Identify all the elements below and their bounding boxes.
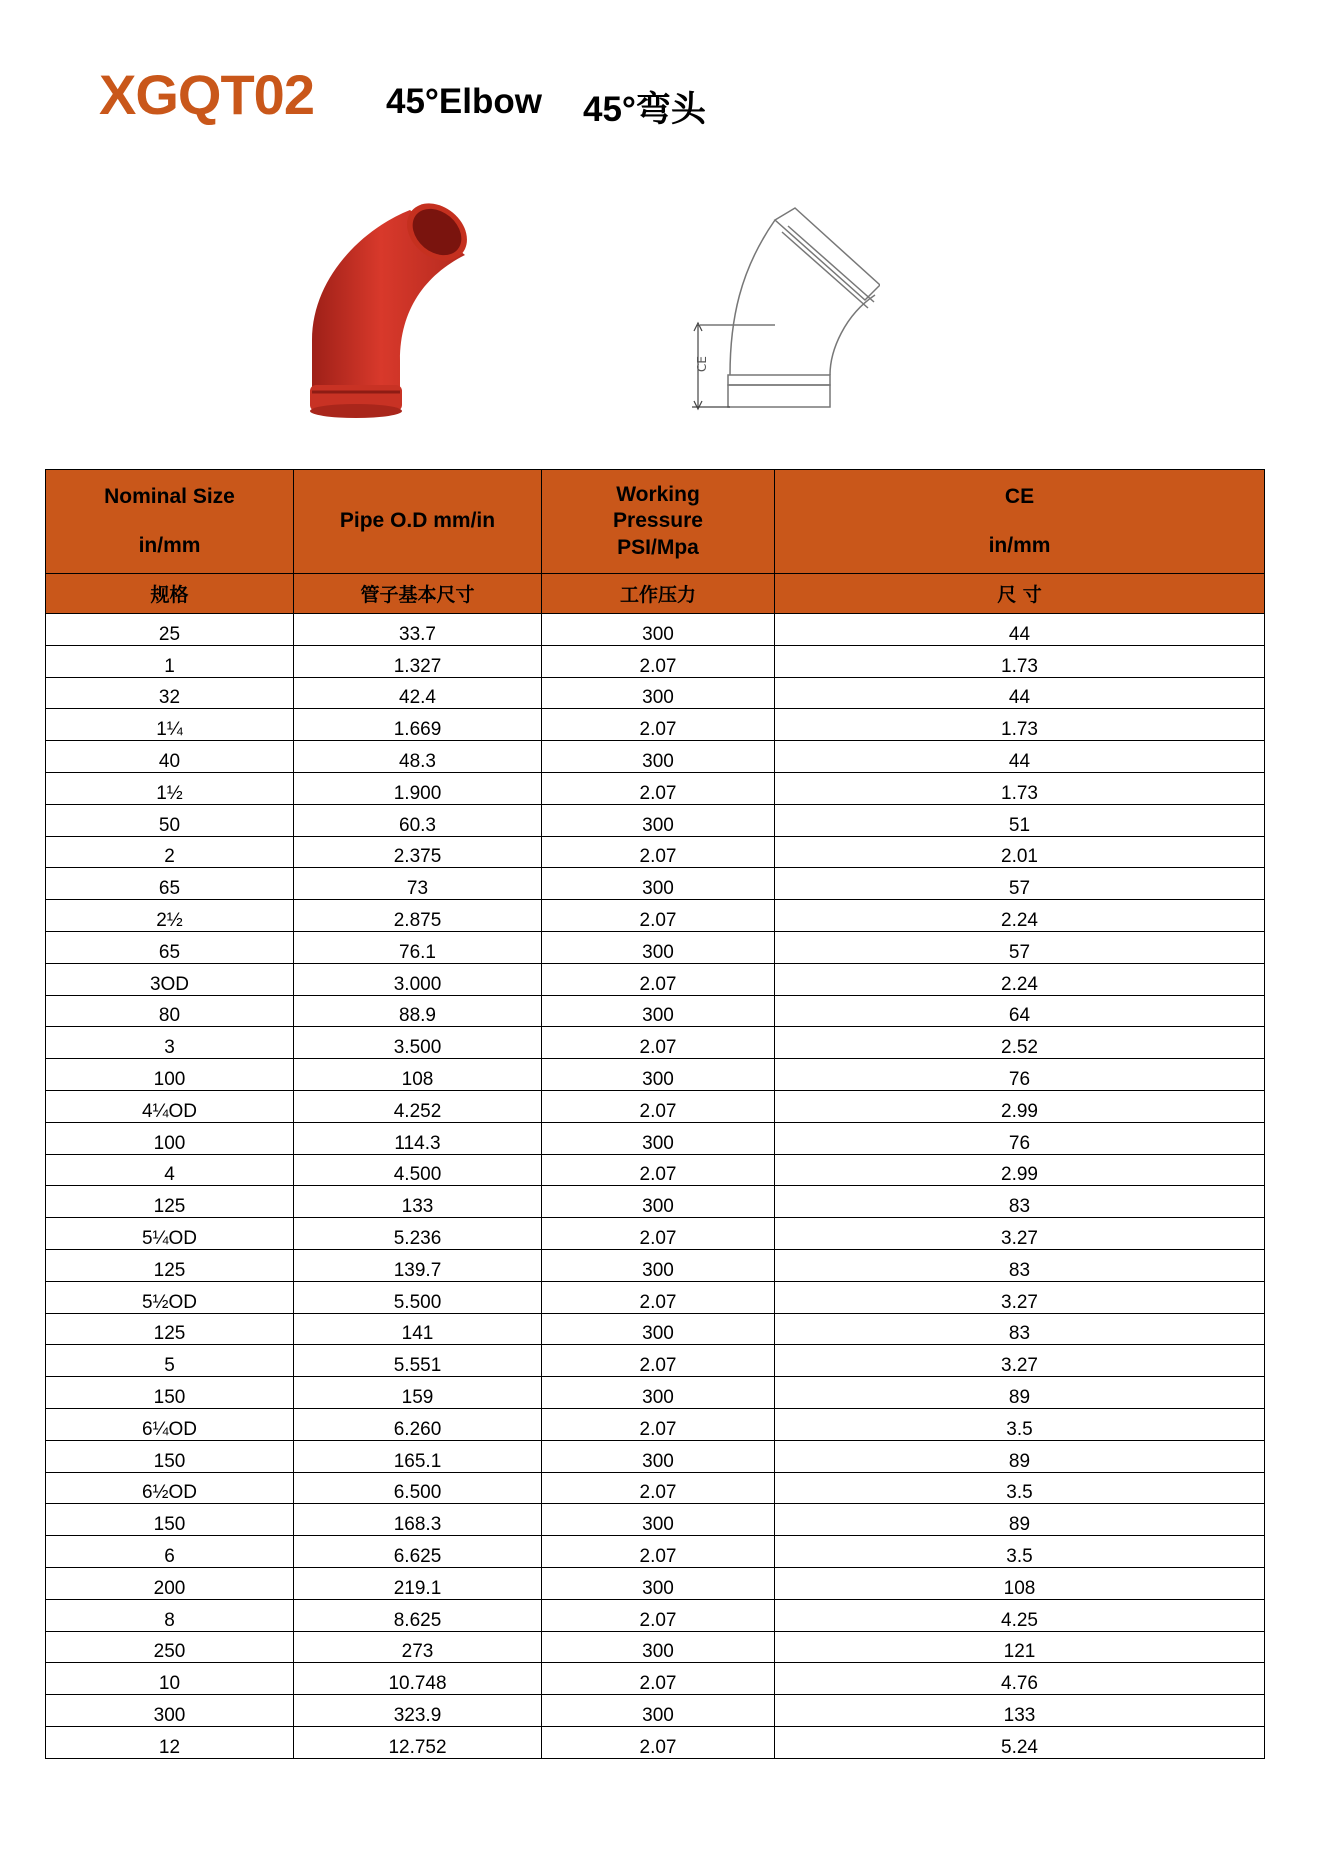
pipe-od-cell: 273 (294, 1631, 542, 1663)
pipe-od-cell: 219.1 (294, 1567, 542, 1599)
pressure-cell: 2.07 (542, 1345, 775, 1377)
pipe-od-cell: 133 (294, 1186, 542, 1218)
nominal-size-cell: 200 (46, 1567, 294, 1599)
nominal-size-cell: 8 (46, 1599, 294, 1631)
ce-dimension-label: CE (695, 356, 709, 372)
pressure-cell: 300 (542, 1249, 775, 1281)
ce-cell: 89 (775, 1377, 1265, 1409)
ce-cell: 76 (775, 1122, 1265, 1154)
pressure-cell: 2.07 (542, 1536, 775, 1568)
pipe-od-cell: 6.260 (294, 1408, 542, 1440)
pipe-od-cell: 3.000 (294, 963, 542, 995)
pressure-cell: 2.07 (542, 1472, 775, 1504)
pressure-cell: 300 (542, 1695, 775, 1727)
nominal-size-cell: 125 (46, 1313, 294, 1345)
subheader-dimension: 尺 寸 (775, 574, 1265, 614)
ce-cell: 3.27 (775, 1345, 1265, 1377)
ce-cell: 108 (775, 1567, 1265, 1599)
nominal-size-cell: 50 (46, 804, 294, 836)
pressure-cell: 2.07 (542, 1408, 775, 1440)
pressure-cell: 300 (542, 1504, 775, 1536)
ce-cell: 3.5 (775, 1472, 1265, 1504)
table-row (46, 995, 1265, 1027)
pressure-cell: 300 (542, 1377, 775, 1409)
model-number: XGQT02 (99, 63, 314, 126)
nominal-size-cell: 5½OD (46, 1281, 294, 1313)
pressure-cell: 300 (542, 1631, 775, 1663)
table-row (46, 1472, 1265, 1504)
nominal-size-cell: 32 (46, 677, 294, 709)
ce-cell: 83 (775, 1249, 1265, 1281)
pressure-cell: 300 (542, 1122, 775, 1154)
header-row (46, 470, 1265, 574)
nominal-size-cell: 150 (46, 1377, 294, 1409)
pipe-od-cell: 168.3 (294, 1504, 542, 1536)
nominal-size-cell: 4¼OD (46, 1090, 294, 1122)
pipe-od-cell: 4.500 (294, 1154, 542, 1186)
ce-cell: 2.99 (775, 1090, 1265, 1122)
pipe-od-cell: 1.900 (294, 772, 542, 804)
nominal-size-cell: 65 (46, 868, 294, 900)
pipe-od-cell: 139.7 (294, 1249, 542, 1281)
table-row (46, 677, 1265, 709)
pipe-od-cell: 108 (294, 1059, 542, 1091)
pipe-od-cell: 4.252 (294, 1090, 542, 1122)
pipe-od-cell: 1.327 (294, 645, 542, 677)
elbow-drawing (680, 200, 880, 420)
nominal-size-cell: 65 (46, 931, 294, 963)
spec-table (45, 469, 1265, 1759)
pressure-cell: 2.07 (542, 1090, 775, 1122)
header-pipe-od: Pipe O.D mm/in (294, 470, 542, 574)
pipe-od-cell: 5.236 (294, 1218, 542, 1250)
table-row (46, 1186, 1265, 1218)
nominal-size-cell: 1¼ (46, 709, 294, 741)
nominal-size-cell: 2 (46, 836, 294, 868)
nominal-size-cell: 12 (46, 1726, 294, 1758)
table-row (46, 709, 1265, 741)
table-row (46, 1631, 1265, 1663)
pressure-cell: 2.07 (542, 900, 775, 932)
nominal-size-cell: 125 (46, 1249, 294, 1281)
pressure-cell: 2.07 (542, 709, 775, 741)
ce-cell: 51 (775, 804, 1265, 836)
pressure-cell: 2.07 (542, 1281, 775, 1313)
nominal-size-cell: 25 (46, 614, 294, 646)
table-row (46, 1567, 1265, 1599)
pipe-od-cell: 165.1 (294, 1440, 542, 1472)
ce-cell: 44 (775, 677, 1265, 709)
ce-cell: 2.24 (775, 963, 1265, 995)
table-row (46, 963, 1265, 995)
ce-cell: 1.73 (775, 772, 1265, 804)
pipe-od-cell: 2.875 (294, 900, 542, 932)
pressure-cell: 300 (542, 1440, 775, 1472)
pipe-od-cell: 5.500 (294, 1281, 542, 1313)
subheader-spec: 规格 (46, 574, 294, 614)
table-row (46, 741, 1265, 773)
header-working-pressure: Working Pressure PSI/Mpa (542, 470, 775, 574)
nominal-size-cell: 5 (46, 1345, 294, 1377)
table-row (46, 1090, 1265, 1122)
ce-cell: 3.5 (775, 1408, 1265, 1440)
pressure-cell: 2.07 (542, 1599, 775, 1631)
table-row (46, 804, 1265, 836)
pressure-cell: 300 (542, 1567, 775, 1599)
table-row (46, 931, 1265, 963)
table-row (46, 1059, 1265, 1091)
subheader-row (46, 574, 1265, 614)
table-row (46, 1440, 1265, 1472)
ce-cell: 89 (775, 1440, 1265, 1472)
nominal-size-cell: 100 (46, 1059, 294, 1091)
pipe-od-cell: 42.4 (294, 677, 542, 709)
pipe-od-cell: 48.3 (294, 741, 542, 773)
nominal-size-cell: 4 (46, 1154, 294, 1186)
ce-cell: 44 (775, 741, 1265, 773)
nominal-size-cell: 3 (46, 1027, 294, 1059)
pipe-od-cell: 60.3 (294, 804, 542, 836)
table-row (46, 1663, 1265, 1695)
pressure-cell: 300 (542, 995, 775, 1027)
ce-cell: 5.24 (775, 1726, 1265, 1758)
pipe-od-cell: 33.7 (294, 614, 542, 646)
pressure-cell: 300 (542, 1313, 775, 1345)
ce-cell: 57 (775, 931, 1265, 963)
pipe-od-cell: 76.1 (294, 931, 542, 963)
nominal-size-cell: 80 (46, 995, 294, 1027)
nominal-size-cell: 150 (46, 1504, 294, 1536)
pipe-od-cell: 6.500 (294, 1472, 542, 1504)
subheader-pressure: 工作压力 (542, 574, 775, 614)
table-row (46, 1536, 1265, 1568)
table-row (46, 1122, 1265, 1154)
table-row (46, 1281, 1265, 1313)
table-row (46, 1313, 1265, 1345)
table-row (46, 1249, 1265, 1281)
pipe-od-cell: 159 (294, 1377, 542, 1409)
ce-cell: 133 (775, 1695, 1265, 1727)
ce-cell: 3.27 (775, 1218, 1265, 1250)
table-row (46, 868, 1265, 900)
nominal-size-cell: 3OD (46, 963, 294, 995)
ce-cell: 83 (775, 1186, 1265, 1218)
pipe-od-cell: 6.625 (294, 1536, 542, 1568)
ce-cell: 2.52 (775, 1027, 1265, 1059)
ce-cell: 2.01 (775, 836, 1265, 868)
pressure-cell: 2.07 (542, 1027, 775, 1059)
pipe-od-cell: 2.375 (294, 836, 542, 868)
pipe-od-cell: 73 (294, 868, 542, 900)
ce-cell: 89 (775, 1504, 1265, 1536)
ce-cell: 3.5 (775, 1536, 1265, 1568)
pipe-od-cell: 12.752 (294, 1726, 542, 1758)
table-row (46, 1408, 1265, 1440)
pressure-cell: 2.07 (542, 963, 775, 995)
table-row (46, 772, 1265, 804)
pressure-cell: 300 (542, 1059, 775, 1091)
pressure-cell: 300 (542, 868, 775, 900)
nominal-size-cell: 40 (46, 741, 294, 773)
pressure-cell: 2.07 (542, 836, 775, 868)
ce-cell: 4.76 (775, 1663, 1265, 1695)
nominal-size-cell: 6½OD (46, 1472, 294, 1504)
pressure-cell: 300 (542, 804, 775, 836)
nominal-size-cell: 6 (46, 1536, 294, 1568)
table-row (46, 1218, 1265, 1250)
pipe-od-cell: 5.551 (294, 1345, 542, 1377)
elbow-photo (300, 200, 480, 420)
table-row (46, 1504, 1265, 1536)
pressure-cell: 2.07 (542, 1726, 775, 1758)
pipe-od-cell: 8.625 (294, 1599, 542, 1631)
ce-cell: 3.27 (775, 1281, 1265, 1313)
pipe-od-cell: 3.500 (294, 1027, 542, 1059)
pipe-od-cell: 141 (294, 1313, 542, 1345)
table-row (46, 1695, 1265, 1727)
spec-table-body (46, 614, 1265, 1759)
table-row (46, 836, 1265, 868)
ce-cell: 57 (775, 868, 1265, 900)
pipe-od-cell: 88.9 (294, 995, 542, 1027)
nominal-size-cell: 6¼OD (46, 1408, 294, 1440)
pressure-cell: 2.07 (542, 645, 775, 677)
ce-cell: 1.73 (775, 645, 1265, 677)
pipe-od-cell: 323.9 (294, 1695, 542, 1727)
table-row (46, 1345, 1265, 1377)
product-title-en: 45°Elbow (386, 82, 542, 121)
header-nominal-size: Nominal Size in/mm (46, 470, 294, 574)
nominal-size-cell: 1 (46, 645, 294, 677)
table-row (46, 645, 1265, 677)
pipe-od-cell: 114.3 (294, 1122, 542, 1154)
pressure-cell: 300 (542, 677, 775, 709)
ce-cell: 64 (775, 995, 1265, 1027)
ce-cell: 83 (775, 1313, 1265, 1345)
ce-cell: 44 (775, 614, 1265, 646)
ce-cell: 1.73 (775, 709, 1265, 741)
pressure-cell: 2.07 (542, 772, 775, 804)
ce-cell: 121 (775, 1631, 1265, 1663)
nominal-size-cell: 300 (46, 1695, 294, 1727)
nominal-size-cell: 100 (46, 1122, 294, 1154)
nominal-size-cell: 10 (46, 1663, 294, 1695)
pressure-cell: 300 (542, 1186, 775, 1218)
pressure-cell: 300 (542, 741, 775, 773)
table-row (46, 1599, 1265, 1631)
pressure-cell: 2.07 (542, 1154, 775, 1186)
subheader-pipe-size: 管子基本尺寸 (294, 574, 542, 614)
table-row (46, 900, 1265, 932)
ce-cell: 2.99 (775, 1154, 1265, 1186)
pressure-cell: 300 (542, 931, 775, 963)
table-row (46, 1377, 1265, 1409)
header-ce: CE in/mm (775, 470, 1265, 574)
nominal-size-cell: 250 (46, 1631, 294, 1663)
table-row (46, 614, 1265, 646)
ce-cell: 4.25 (775, 1599, 1265, 1631)
nominal-size-cell: 125 (46, 1186, 294, 1218)
table-row (46, 1027, 1265, 1059)
pressure-cell: 2.07 (542, 1218, 775, 1250)
table-row (46, 1726, 1265, 1758)
pressure-cell: 2.07 (542, 1663, 775, 1695)
nominal-size-cell: 1½ (46, 772, 294, 804)
ce-cell: 2.24 (775, 900, 1265, 932)
table-row (46, 1154, 1265, 1186)
pipe-od-cell: 1.669 (294, 709, 542, 741)
pressure-cell: 300 (542, 614, 775, 646)
nominal-size-cell: 150 (46, 1440, 294, 1472)
pipe-od-cell: 10.748 (294, 1663, 542, 1695)
nominal-size-cell: 2½ (46, 900, 294, 932)
product-title-cn: 45°弯头 (583, 90, 706, 129)
nominal-size-cell: 5¼OD (46, 1218, 294, 1250)
ce-cell: 76 (775, 1059, 1265, 1091)
